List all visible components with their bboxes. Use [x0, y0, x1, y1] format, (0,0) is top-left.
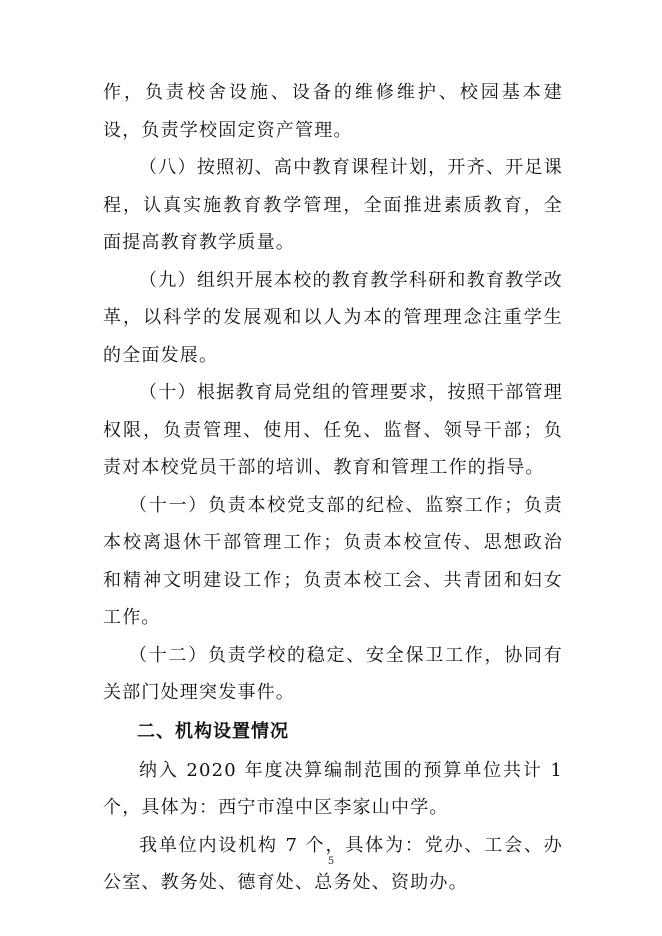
paragraph-item-9: （九）组织开展本校的教育教学科研和教育教学改革，以科学的发展观和以人为本的管理理念注重学生的全面发展。	[103, 269, 563, 366]
paragraph-item-8: （八）按照初、高中教育课程计划，开齐、开足课程，认真实施教育教学管理，全面推进素质教育，全面提高教育教学质量。	[103, 157, 563, 253]
paragraph-item-11: （十一）负责本校党支部的纪检、监察工作；负责本校离退休干部管理工作；负责本校宣传、思想政治和精神文明建设工作；负责本校工会、共青团和妇女工作。	[103, 494, 563, 628]
paragraph-continued-logistics: 作，负责校舍设施、设备的维修维护、校园基本建设，负责学校固定资产管理。	[103, 82, 563, 141]
section-heading: 二、机构设置情况	[137, 720, 289, 742]
document-body	[103, 74, 563, 902]
paragraph-budget-units: 纳入 2020 年度决算编制范围的预算单位共计 1 个，具体为：西宁市湟中区李家山中学。	[103, 759, 563, 818]
paragraph-item-12: （十二）负责学校的稳定、安全保卫工作，协同有关部门处理突发事件。	[103, 644, 563, 703]
paragraph-item-10: （十）根据教育局党组的管理要求，按照干部管理权限，负责管理、使用、任免、监督、领导干部；负责对本校党员干部的培训、教育和管理工作的指导。	[103, 382, 563, 478]
page-number: 5	[327, 856, 335, 867]
paragraph-internal-departments: 我单位内设机构 7 个，具体为：党办、工会、办公室、教务处、德育处、总务处、资助办。	[103, 834, 563, 893]
